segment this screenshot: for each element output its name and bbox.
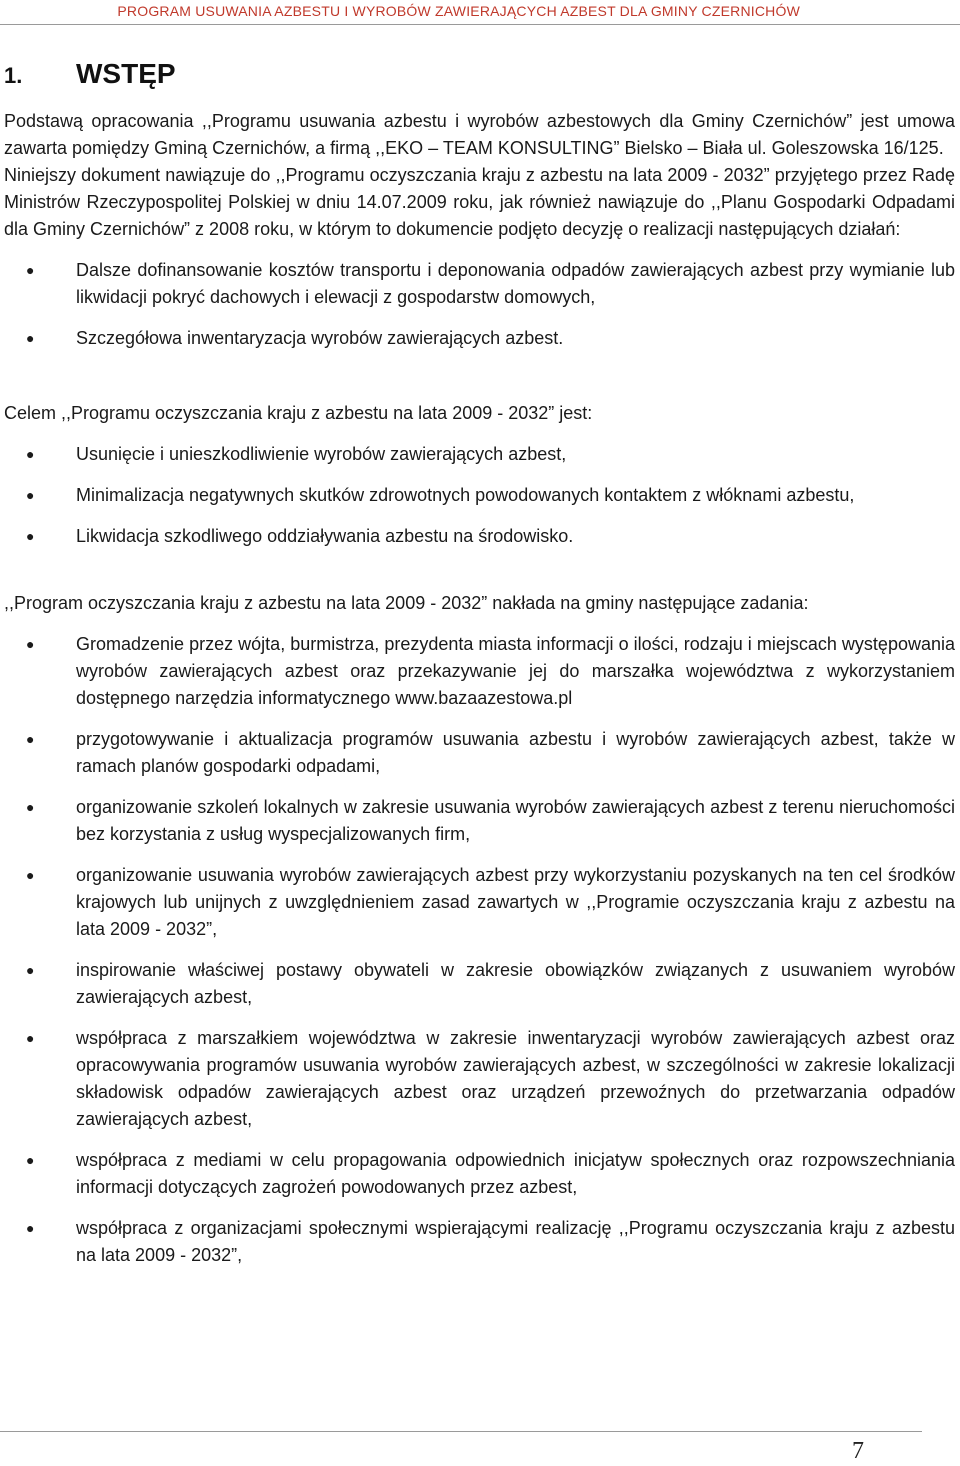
bullet-icon: ● xyxy=(26,962,35,978)
bullet-icon: ● xyxy=(26,487,35,503)
list-item: ● Gromadzenie przez wójta, burmistrza, prezydenta miasta informacji o ilości, rodzaju i miejscach występowania wyrobów zawierających azbest oraz przekazywanie jej do marszałka województwa z wykorzystaniem dostępnego narzędzia informatycznego www.bazaazestowa.pl xyxy=(4,631,955,712)
header-divider xyxy=(0,24,960,25)
section-title: WSTĘP xyxy=(76,58,176,89)
list-item: ● organizowanie usuwania wyrobów zawierających azbest przy wykorzystaniu pozyskanych na ten cel środków krajowych lub unijnych z uwzględnieniem zasad zawartych w ,,Programie oczyszczania kraju z azbestu na lata 2009 - 2032”, xyxy=(4,862,955,943)
list-item: ● współpraca z mediami w celu propagowania odpowiednich inicjatyw społecznych oraz rozpowszechniania informacji dotyczących zagrożeń powodowanych przez azbest, xyxy=(4,1147,955,1201)
paragraph-reference: Niniejszy dokument nawiązuje do ,,Programu oczyszczania kraju z azbestu na lata 2009 - 2032” przyjętego przez Radę Ministrów Rzeczypospolitej Polskiej w dniu 14.07.2009 roku, jak również nawiązuje do ,,Planu Gospodarki Odpadami dla Gminy Czernichów” z 2008 roku, w którym to dokumencie podjęto decyzję o realizacji następujących działań: xyxy=(4,165,955,239)
bullet-icon: ● xyxy=(26,262,35,278)
page-number: 7 xyxy=(852,1438,864,1464)
list-item: ● Szczegółowa inwentaryzacja wyrobów zawierających azbest. xyxy=(4,325,955,352)
bullet-icon: ● xyxy=(26,799,35,815)
list-item: ● Likwidacja szkodliwego oddziaływania azbestu na środowisko. xyxy=(4,523,955,550)
bullet-icon: ● xyxy=(26,528,35,544)
bullet-icon: ● xyxy=(26,867,35,883)
document-body xyxy=(4,108,955,1283)
list-item: ● Dalsze dofinansowanie kosztów transportu i deponowania odpadów zawierających azbest przy wymianie lub likwidacji pokryć dachowych i elewacji z gospodarstw domowych, xyxy=(4,257,955,311)
paragraph-intro: Podstawą opracowania ,,Programu usuwania azbestu i wyrobów azbestowych dla Gminy Czernichów” jest umowa zawarta pomiędzy Gminą Czernichów, a firmą ,,EKO – TEAM KONSULTING” Bielsko – Biała ul. Goleszowska 16/125. xyxy=(4,111,955,158)
bullet-icon: ● xyxy=(26,1220,35,1236)
running-header: PROGRAM USUWANIA AZBESTU I WYROBÓW ZAWIERAJĄCYCH AZBEST DLA GMINY CZERNICHÓW xyxy=(117,3,800,19)
paragraph-tasks: ,,Program oczyszczania kraju z azbestu na lata 2009 - 2032” nakłada na gminy następujące zadania: xyxy=(4,593,809,613)
actions-list xyxy=(4,257,955,352)
bullet-icon: ● xyxy=(26,330,35,346)
list-item: ● Usunięcie i unieszkodliwienie wyrobów zawierających azbest, xyxy=(4,441,955,468)
footer-divider xyxy=(0,1431,922,1432)
tasks-list xyxy=(4,631,955,1269)
goals-list xyxy=(4,441,955,550)
list-item: ● inspirowanie właściwej postawy obywateli w zakresie obowiązków związanych z usuwaniem wyrobów zawierających azbest, xyxy=(4,957,955,1011)
list-item: ● Minimalizacja negatywnych skutków zdrowotnych powodowanych kontaktem z włóknami azbestu, xyxy=(4,482,955,509)
list-item: ● przygotowywanie i aktualizacja programów usuwania azbestu i wyrobów zawierających azbest, także w ramach planów gospodarki odpadami, xyxy=(4,726,955,780)
bullet-icon: ● xyxy=(26,731,35,747)
paragraph-goals: Celem ,,Programu oczyszczania kraju z azbestu na lata 2009 - 2032” jest: xyxy=(4,403,593,423)
bullet-icon: ● xyxy=(26,1152,35,1168)
section-heading xyxy=(4,58,176,90)
list-item: ● współpraca z organizacjami społecznymi wspierającymi realizację ,,Programu oczyszczania kraju z azbestu na lata 2009 - 2032”, xyxy=(4,1215,955,1269)
bullet-icon: ● xyxy=(26,1030,35,1046)
bullet-icon: ● xyxy=(26,636,35,652)
list-item: ● współpraca z marszałkiem województwa w zakresie inwentaryzacji wyrobów zawierających azbest oraz opracowywania programów usuwania wyrobów zawierających azbest, w szczególności w zakresie lokalizacji składowisk odpadów zawierających azbest oraz urządzeń przewoźnych do przetwarzania odpadów zawierających azbest, xyxy=(4,1025,955,1133)
section-number: 1. xyxy=(4,63,23,88)
bullet-icon: ● xyxy=(26,446,35,462)
list-item: ● organizowanie szkoleń lokalnych w zakresie usuwania wyrobów zawierających azbest z terenu nieruchomości bez korzystania z usług wyspecjalizowanych firm, xyxy=(4,794,955,848)
